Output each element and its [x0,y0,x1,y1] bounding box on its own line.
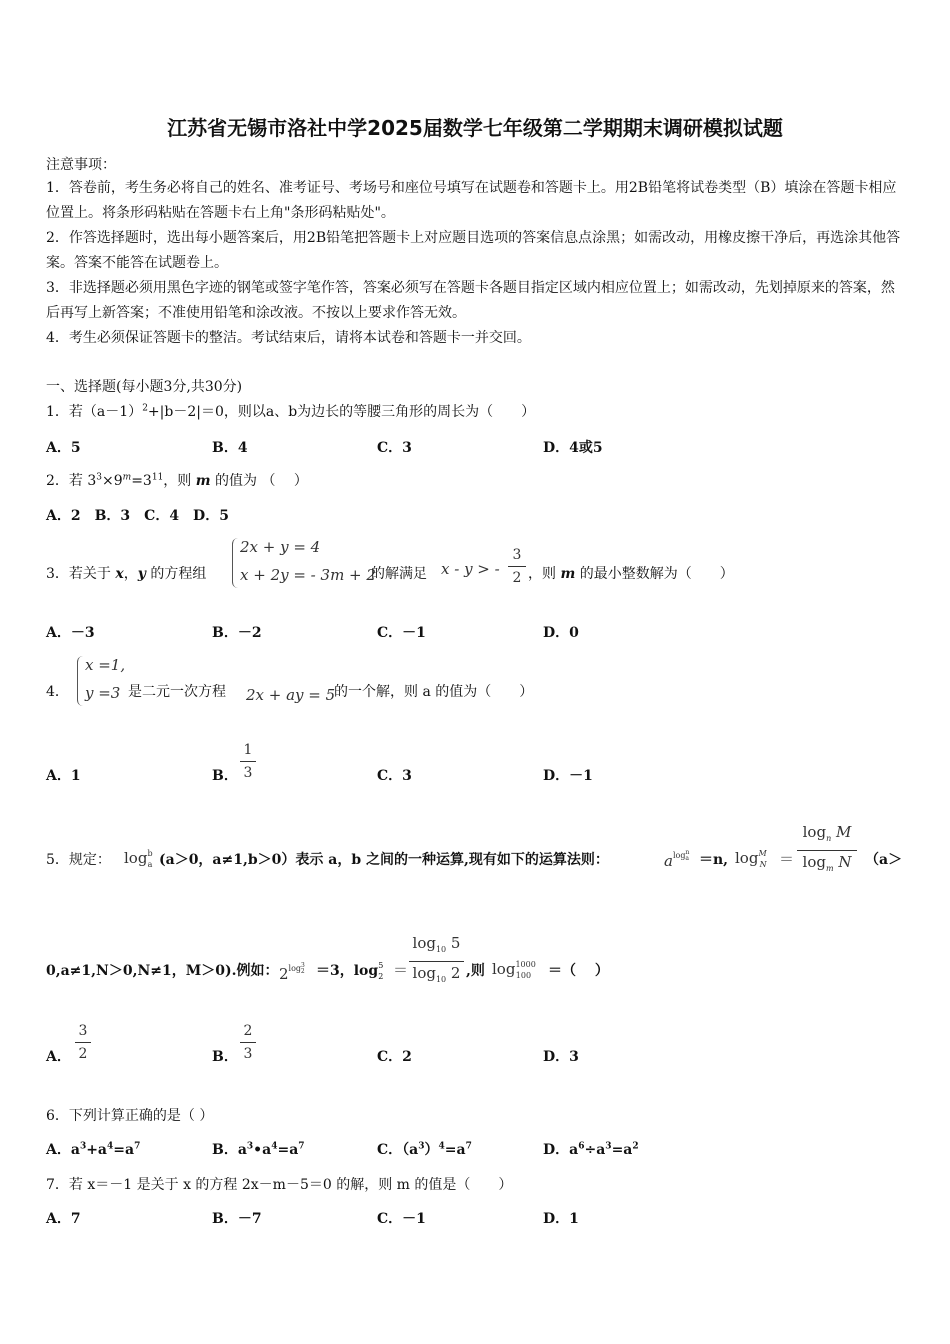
q6-option-a[interactable]: A．$a^3+a^4=a^7$ [46,1141,141,1158]
q7-option-c[interactable]: C．－1 [377,1211,426,1227]
q5-example-2-equals: ＝ [393,961,409,979]
notes-heading: 注意事项： [46,157,116,173]
q5-option-b-fraction: 2 3 [240,1021,256,1064]
q4-text: 是二元一次方程 [128,684,226,700]
q5-question-log: $\log^{1000}_{100}$ [492,960,536,980]
question-2: 2．若 $3^3\times 9^m=3^{11}$，则 m 的值为 （ ） [46,472,308,489]
q5-rule-2-equals: ＝ [779,850,795,868]
q1-option-d[interactable]: D．4或5 [543,440,603,456]
q5-example-1-power: $2^{log32}$ [279,962,305,983]
q4-option-d[interactable]: D．－1 [543,768,593,784]
q7-option-d[interactable]: D．1 [543,1211,579,1227]
q4-equation-1: x =1, [85,656,126,674]
q3-text-mid: 的解满足 [371,566,427,582]
q3-option-a[interactable]: A．－3 [46,625,95,641]
question-7: 7．若 x＝－1 是关于 x 的方程 2x－m－5＝0 的解，则 m 的值是（ ） [46,1177,513,1193]
q5-example-1-result: ＝3，$\log^5_2$ [316,961,384,981]
q5-example-2-fraction: $\log_{10} 5$ $\log_{10} 2$ [409,933,464,990]
q5-option-a[interactable]: A． [46,1049,71,1065]
q3-equation-2: x + 2y = - 3m + 2 [240,566,376,584]
q5-log-notation: $\log^b_a$ [124,849,153,869]
q4-option-c[interactable]: C．3 [377,768,412,784]
note-2: 2．作答选择题时，选出每小题答案后，用2B铅笔把答题卡上对应题目选项的答案信息点涂黑；如需改动，用橡皮擦干净后，再选涂其他答案。答案不能答在试题卷上。 [46,230,901,271]
q4-option-b-fraction: 1 3 [240,740,256,783]
q1-option-b[interactable]: B．4 [212,440,248,456]
q1-option-a[interactable]: A．5 [46,440,81,456]
q5-question-end: ＝（ ） [548,963,609,979]
q2-options[interactable]: A．2 B．3 C．4 D．5 [46,508,229,524]
question-1: 1．若$(a-1)^2+|b-2|=0$，则以a、b为边长的等腰三角形的周长为（ ） [46,403,536,420]
note-1: 1．答卷前，考生务必将自己的姓名、准考证号、考场号和座位号填写在试题卷和答题卡上。用2B铅笔将试卷类型（B）填涂在答题卡相应位置上。将条形码粘贴在答题卡右上角"条形码粘贴处"。 [46,180,897,221]
q4-option-a[interactable]: A．1 [46,768,81,784]
q3-fraction: 3 2 [508,545,526,588]
q7-option-a[interactable]: A．7 [46,1211,81,1227]
q3-option-d[interactable]: D．0 [543,625,579,641]
q4-system-brace [77,656,84,706]
q5-rule-1-power: $a^{logna}$ [664,849,690,870]
q5-condition-end: 0,a≠1,N＞0,N≠1，M＞0).例如： [46,963,279,979]
q5-number: 5．规定： [46,852,111,868]
q5-definition: (a＞0，a≠1,b＞0）表示 a，b 之间的一种运算,现有如下的运算法则： [159,852,609,868]
q5-then: ,则 [466,963,485,979]
page-title: 江苏省无锡市洛社中学2025届数学七年级第二学期期末调研模拟试题 [167,116,783,140]
q5-option-d[interactable]: D．3 [543,1049,579,1065]
q3-text-end: ，则 m 的最小整数解为（ ） [528,566,734,582]
q5-condition-start: （a＞ [865,852,903,868]
note-4: 4．考生必须保证答题卡的整洁。考试结束后，请将本试卷和答题卡一并交回。 [46,330,531,346]
q6-option-d[interactable]: D．$a^6\div a^3=a^2$ [543,1141,639,1158]
q4-equation-2: y =3 [85,684,121,702]
q3-option-b[interactable]: B．－2 [212,625,262,641]
q6-option-c[interactable]: C．$(a^3)^4=a^7$ [377,1141,472,1158]
q4-text-end: 的一个解，则 a 的值为（ ） [334,684,534,700]
q4-equation: 2x + ay = 5 [246,686,336,704]
q3-system-brace [232,538,239,588]
question-3-lead: 3．若关于 x，y 的方程组 [46,566,207,582]
question-6: 6．下列计算正确的是（ ） [46,1108,214,1124]
q6-option-b[interactable]: B．$a^3•a^4=a^7$ [212,1141,305,1158]
q3-equation-1: 2x + y = 4 [240,538,321,556]
q4-number: 4． [46,684,69,700]
note-3: 3．非选择题必须用黑色字迹的钢笔或签字笔作答，答案必须写在答题卡各题目指定区域内相应位置上；如需改动，先划掉原来的答案，然后再写上新答案；不准使用铅笔和涂改液。不按以上要求作答无效。 [46,280,895,321]
q5-option-a-fraction: 3 2 [75,1021,91,1064]
q3-condition: x - y > - [441,560,500,578]
q5-rule-2-fraction: $\log_n M$ $\log_m N$ [797,822,857,879]
section-heading: 一、选择题(每小题3分,共30分) [46,379,243,395]
q7-option-b[interactable]: B．－7 [212,1211,262,1227]
q5-rule-1-result: ＝n, [699,852,729,868]
q5-rule-2-log: $\log^M_N$ [735,849,767,869]
q5-option-c[interactable]: C．2 [377,1049,412,1065]
q3-option-c[interactable]: C．－1 [377,625,426,641]
q1-option-c[interactable]: C．3 [377,440,412,456]
q5-option-b[interactable]: B． [212,1049,238,1065]
q4-option-b[interactable]: B． [212,768,238,784]
